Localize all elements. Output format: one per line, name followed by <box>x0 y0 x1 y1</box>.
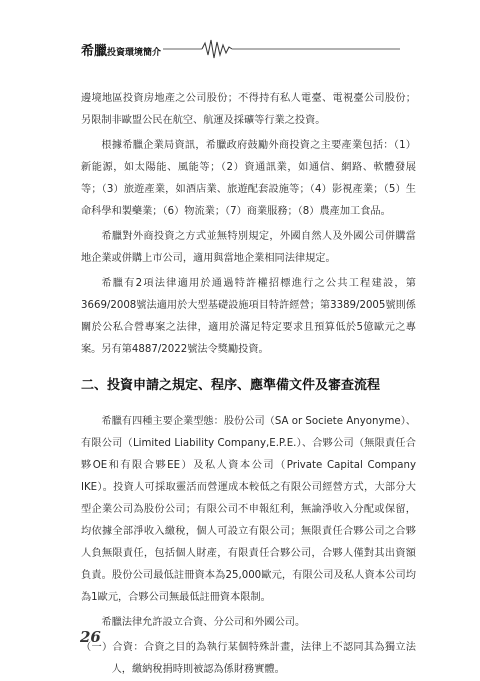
running-header <box>0 36 480 62</box>
paragraph: 希臘有四種主要企業型態：股份公司（SA or Societe Anyonyme）、有限公司（Limited Liability Company,E.P.E.）、合夥公司（無限責任合夥OE和有限合夥EE）及私人資本公司（Private Capital Company IKE）。投資人可採取靈活而營運成本較低之有限公司經營方式，大部分大型企業公司為股份公司；有限公司不申報紅利，無論淨收入分配或保留，均依據全部淨收入繳稅，個人可設立有限公司；無限責任合夥公司之合夥人負無限責任，包括個人財產，有限責任合夥公司，合夥人僅對其出資額負責。股份公司最低註冊資本為25,000歐元，有限公司及私人資本公司均為1歐元，合夥公司無最低註冊資本限制。 <box>81 416 416 603</box>
header-title-main: 希臘 <box>81 44 108 59</box>
heartbeat-line-ornament <box>0 36 480 62</box>
body-text <box>81 88 416 681</box>
section-heading: 二、投資申請之規定、程序、應準備文件及審查流程 <box>81 378 381 393</box>
paragraph: 邊境地區投資房地產之公司股份；不得持有私人電臺、電視臺公司股份；另限制非歐盟公民在航空、航運及採礦等行業之投資。 <box>81 93 416 126</box>
paragraph: 希臘法律允許設立合資、分公司和外國公司。 <box>101 617 306 628</box>
paragraph: 希臘對外商投資之方式並無特別規定，外國自然人及外國公司併購當地企業或併購上市公司，適用與當地企業相同法律規定。 <box>81 231 416 264</box>
paragraph: 希臘有2項法律適用於通過特許權招標進行之公共工程建設，第3669/2008號法適用於大型基礎設施項目特許經營；第3389/2005號則係關於公私合營專案之法律，適用於滿足特定要求且預算低於5億歐元之專案。另有第4887/2022號法令獎勵投資。 <box>81 278 416 355</box>
page-number: 26 <box>80 628 101 646</box>
list-item: （一）合資：合資之目的為執行某個特殊計畫，法律上不認同其為獨立法人，繳納稅捐時則被認為係財務實體。 <box>81 642 416 675</box>
header-title-sub: 投資環境簡介 <box>107 48 162 58</box>
paragraph: 根據希臘企業局資訊，希臘政府鼓勵外商投資之主要產業包括：（1）新能源，如太陽能、風能等；（2）資通訊業，如通信、網路、軟體發展等；（3）旅遊產業，如酒店業、旅遊配套設施等；（4）影視產業；（5）生命科學和製藥業；（6）物流業；（7）商業服務；（8）農產加工食品。 <box>81 140 416 217</box>
